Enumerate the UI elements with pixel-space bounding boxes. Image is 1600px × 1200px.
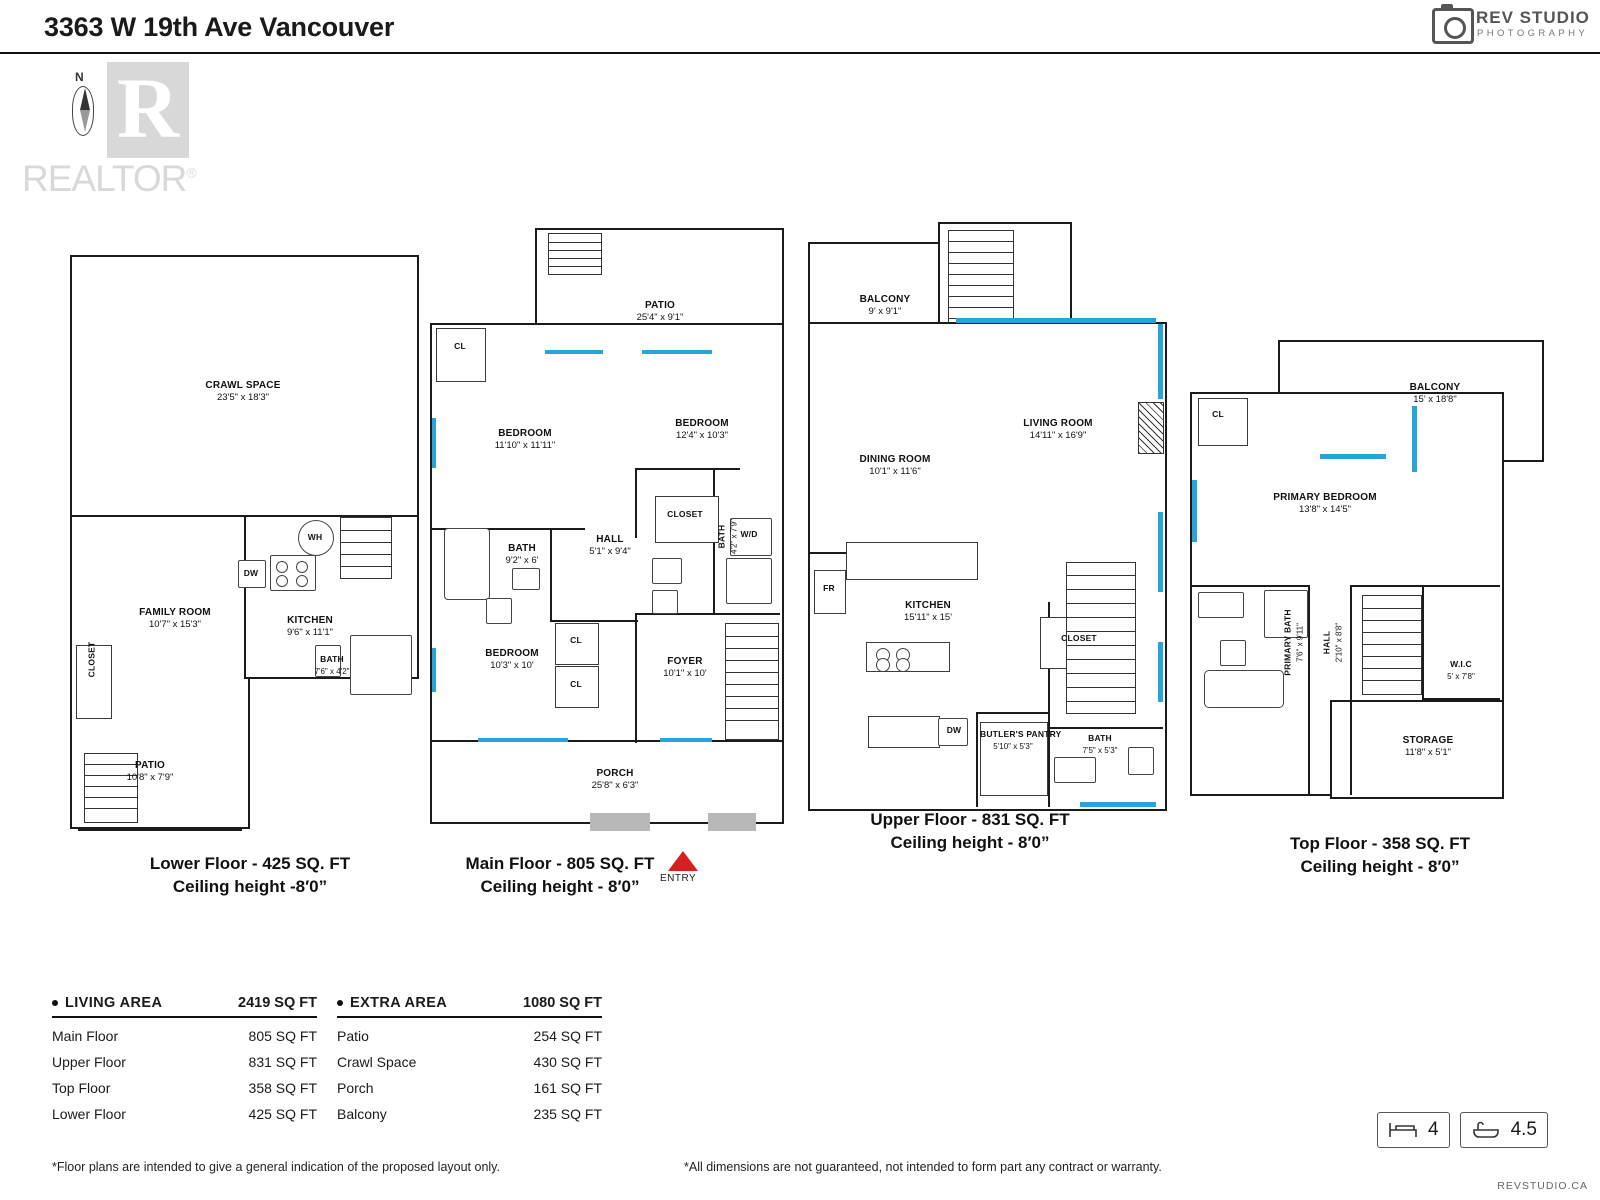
sink-icon — [512, 568, 540, 590]
room-label: CL — [454, 341, 466, 351]
burner-icon — [296, 561, 308, 573]
burner-icon — [276, 561, 288, 573]
shower-icon — [726, 558, 772, 604]
room-label: CL — [570, 635, 582, 645]
room-label: KITCHEN 9'6" x 11'1" — [286, 615, 334, 638]
wall — [1350, 585, 1500, 587]
stairs-upper-top — [948, 230, 1014, 332]
entry-triangle-icon — [668, 851, 698, 871]
extra-area-header: EXTRA AREA 1080 SQ FT — [337, 995, 602, 1018]
window — [1320, 454, 1386, 459]
bed-icon — [1388, 1120, 1418, 1140]
header-divider — [0, 52, 1600, 54]
extra-area-table — [337, 995, 602, 1122]
wall — [1422, 698, 1500, 700]
entry-label: ENTRY — [660, 873, 697, 884]
window — [642, 350, 712, 354]
logo-tagline: PHOTOGRAPHY — [1477, 28, 1589, 39]
wall — [1048, 727, 1163, 729]
floor-caption-upper: Upper Floor - 831 SQ. FT Ceiling height - 8′0” — [870, 810, 1070, 852]
living-area-table — [52, 995, 317, 1122]
realtor-wordmark: REALTOR® — [22, 158, 196, 199]
wall — [1190, 585, 1310, 587]
window — [1412, 406, 1417, 472]
room-label: WH — [307, 532, 323, 542]
room-label: BATH 7'6" x 4'2" — [314, 654, 350, 676]
table-row: Porch 161 SQ FT — [337, 1080, 602, 1096]
wall — [1350, 585, 1352, 795]
window — [956, 318, 1156, 323]
table-row: Lower Floor 425 SQ FT — [52, 1106, 317, 1122]
table-row: Patio 254 SQ FT — [337, 1028, 602, 1044]
room-label: PATIO 25'4" x 9'1" — [636, 300, 684, 323]
floor-plan-main — [430, 228, 790, 838]
room-label: FOYER 10'1" x 10' — [663, 656, 707, 679]
compass-needle-north — [80, 88, 90, 110]
room-label: DINING ROOM 10'1" x 11'6" — [859, 454, 931, 477]
burner-icon — [296, 575, 308, 587]
room-label: CL — [1212, 409, 1224, 419]
footnote-left: *Floor plans are intended to give a general indication of the proposed layout only. — [52, 1160, 500, 1174]
room-label: BALCONY 15' x 18'8" — [1409, 382, 1461, 405]
wall — [976, 712, 1050, 714]
room-label: STORAGE 11'8" x 5'1" — [1402, 735, 1454, 758]
window — [1192, 480, 1197, 542]
bullet-icon — [337, 1000, 343, 1006]
room-label: BEDROOM 11'10" x 11'11" — [494, 428, 556, 451]
page-title: 3363 W 19th Ave Vancouver — [44, 12, 395, 42]
floor-plan-upper — [808, 222, 1178, 812]
window — [432, 418, 436, 468]
sink-counter — [868, 716, 940, 748]
wall — [976, 712, 978, 807]
room-label: LIVING ROOM 14'11" x 16'9" — [1023, 418, 1093, 441]
room-label: PRIMARY BATH 7'6" x 9'11" — [1282, 609, 1305, 676]
window — [1158, 642, 1163, 702]
stairs-patio — [548, 233, 602, 275]
camera-icon — [1432, 8, 1474, 44]
wall — [550, 620, 638, 622]
sink-icon — [652, 558, 682, 584]
toilet-icon — [486, 598, 512, 624]
closet-cl-top — [1198, 398, 1248, 446]
logo-name: REV STUDIO — [1476, 8, 1590, 27]
room-label: PRIMARY BEDROOM 13'8" x 14'5" — [1273, 492, 1377, 515]
burner-icon — [276, 575, 288, 587]
floor-plan-top — [1190, 340, 1550, 820]
floor-plan-lower — [70, 255, 430, 840]
room-label: W.I.C 5' x 7'8" — [1447, 659, 1475, 681]
floor-caption-lower: Lower Floor - 425 SQ. FT Ceiling height -8′0” — [149, 854, 351, 896]
compass-needle-south — [80, 110, 90, 132]
stairs-lower — [340, 517, 392, 579]
room-label: PATIO 10'8" x 7'9" — [126, 760, 174, 783]
property-badges — [1367, 1112, 1548, 1148]
bullet-icon — [52, 1000, 58, 1006]
porch-step — [590, 813, 650, 831]
wall — [635, 613, 637, 743]
realtor-watermark — [22, 62, 222, 207]
window — [1080, 802, 1156, 807]
room-label: W/D — [740, 529, 758, 539]
room-label: CLOSET — [86, 641, 97, 678]
wall — [1308, 585, 1310, 795]
stairs-top — [1362, 595, 1422, 695]
room-label: BEDROOM 10'3" x 10' — [485, 648, 539, 671]
porch-step — [708, 813, 756, 831]
bedrooms-badge — [1377, 1112, 1450, 1148]
toilet-icon — [1220, 640, 1246, 666]
room-label: BATH 7'5" x 5'3" — [1082, 733, 1118, 755]
window — [660, 738, 712, 742]
compass-icon — [58, 70, 108, 140]
window — [1158, 512, 1163, 592]
table-row: Upper Floor 831 SQ FT — [52, 1054, 317, 1070]
room-label: DW — [946, 725, 962, 735]
bathrooms-count: 4.5 — [1510, 1119, 1537, 1140]
realtor-r-mark — [107, 62, 189, 158]
table-row: Top Floor 358 SQ FT — [52, 1080, 317, 1096]
bedrooms-count: 4 — [1428, 1119, 1439, 1140]
room-label: BATH 4'2" x 7'9" — [716, 519, 739, 554]
toilet-icon — [652, 590, 678, 614]
wall — [1422, 585, 1424, 700]
entry-marker — [660, 851, 708, 901]
room-label: KITCHEN 15'11" x 15' — [903, 600, 953, 623]
table-row: Balcony 235 SQ FT — [337, 1106, 602, 1122]
room-label: HALL 5'1" x 9'4" — [589, 534, 631, 557]
window — [545, 350, 603, 354]
room-label: CL — [570, 679, 582, 689]
window — [1158, 324, 1163, 399]
floor-caption-main: Main Floor - 805 SQ. FT Ceiling height - 8′0” — [465, 854, 655, 896]
room-label: DW — [243, 568, 259, 578]
sink-icon — [1054, 757, 1096, 783]
counter — [846, 542, 978, 580]
room-label: CLOSET — [667, 509, 703, 519]
room-label: HALL 2'10" x 8'8" — [1321, 622, 1344, 663]
toilet-icon — [1128, 747, 1154, 775]
window — [478, 738, 568, 742]
room-label: BALCONY 9' x 9'1" — [859, 294, 911, 317]
footnote-right: *All dimensions are not guaranteed, not intended to form part any contract or warranty. — [684, 1160, 1162, 1174]
room-label: BUTLER'S PANTRY 5'10" x 5'3" — [980, 729, 1062, 751]
bathtub-icon — [1471, 1120, 1501, 1140]
wall — [635, 468, 740, 470]
room-label: CRAWL SPACE 23'5" x 18'3" — [205, 380, 281, 403]
compass-north-label: N — [75, 70, 84, 84]
rev-studio-logo — [1432, 6, 1592, 46]
burner-icon — [896, 658, 910, 672]
room-label: PORCH 25'8" x 6'3" — [591, 768, 639, 791]
room-label: FR — [823, 583, 835, 593]
room-label: BATH 9'2" x 6' — [505, 543, 539, 566]
bathrooms-badge — [1460, 1112, 1548, 1148]
floor-caption-top: Top Floor - 358 SQ. FT Ceiling height - 8′0” — [1289, 834, 1471, 876]
burner-icon — [876, 658, 890, 672]
stairs-main — [725, 623, 779, 740]
room-label: CLOSET — [1061, 633, 1097, 643]
wall — [635, 468, 637, 538]
sink-icon — [1198, 592, 1244, 618]
room-label: BEDROOM 12'4" x 10'3" — [675, 418, 729, 441]
closet-cl-1 — [436, 328, 486, 382]
website-label: REVSTUDIO.CA — [1497, 1180, 1588, 1192]
table-row: Crawl Space 430 SQ FT — [337, 1054, 602, 1070]
fireplace-hatch — [1138, 402, 1164, 454]
window — [432, 648, 436, 692]
range-icon — [270, 555, 316, 591]
room-label: FAMILY ROOM 10'7" x 15'3" — [139, 607, 211, 630]
living-area-header: LIVING AREA 2419 SQ FT — [52, 995, 317, 1018]
table-row: Main Floor 805 SQ FT — [52, 1028, 317, 1044]
tub-icon — [1204, 670, 1284, 708]
